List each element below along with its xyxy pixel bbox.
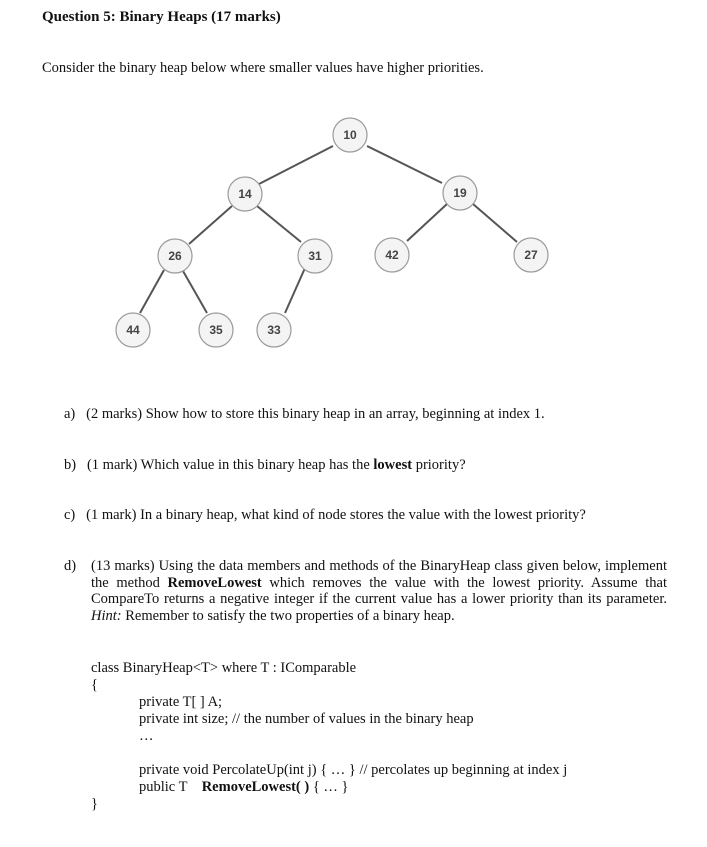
heap-node-42 <box>375 238 409 272</box>
heap-node-label: 10 <box>343 128 357 142</box>
heap-node-label: 31 <box>308 249 322 263</box>
heap-node-27 <box>514 238 548 272</box>
question-a-text: (2 marks) Show how to store this binary heap in an array, beginning at index 1. <box>86 406 545 422</box>
heap-node-label: 27 <box>524 248 538 262</box>
edge-19-42 <box>407 204 447 241</box>
binary-heap-diagram <box>0 0 707 400</box>
question-c-text: (1 mark) In a binary heap, what kind of node stores the value with the lowest priority? <box>86 507 586 523</box>
heap-node-26 <box>158 239 192 273</box>
edge-19-27 <box>473 204 517 242</box>
heap-node-label: 19 <box>453 186 467 200</box>
code-ellipsis: … <box>139 728 154 744</box>
edge-14-26 <box>189 206 232 244</box>
code-close-brace: } <box>91 796 98 812</box>
heap-node-label: 42 <box>385 248 399 262</box>
code-method-remove-lowest-pre: public T <box>139 779 202 795</box>
code-method-remove-lowest-post: { … } <box>309 779 349 795</box>
code-class-declaration: class BinaryHeap<T> where T : IComparable <box>91 660 357 676</box>
heap-nodes <box>116 118 548 347</box>
question-d-text-1: (13 marks) Using the data members and methods of the BinaryHeap class given below, implement the method <box>91 558 667 591</box>
question-b-text-post: priority? <box>412 457 466 473</box>
question-d-text <box>91 558 667 624</box>
heap-node-19 <box>443 176 477 210</box>
edge-31-33 <box>285 268 305 313</box>
code-method-remove-lowest-name: RemoveLowest( ) <box>201 779 310 795</box>
question-d-method-name: RemoveLowest <box>167 574 262 591</box>
edge-10-19 <box>367 146 442 183</box>
heap-node-14 <box>228 177 262 211</box>
code-method-percolate-up: private void PercolateUp(int j) { … } // percolates up beginning at index j <box>139 762 568 778</box>
code-field-array: private T[ ] A; <box>139 694 223 710</box>
heap-edges <box>140 146 517 313</box>
question-d-text-3: which removes the value with the lowest priority. Assume that CompareTo returns a negative integer if the current value has a lower priority than its parameter. <box>91 574 667 607</box>
question-d-label: d) <box>64 558 77 574</box>
edge-14-31 <box>257 206 301 242</box>
question-d-text-5: Remember to satisfy the two properties of a binary heap. <box>121 607 455 624</box>
question-b-text-pre: (1 mark) Which value in this binary heap has the <box>86 457 374 473</box>
question-b <box>64 457 466 474</box>
code-field-size: private int size; // the number of values in the binary heap <box>139 711 474 727</box>
code-method-remove-lowest <box>139 779 349 796</box>
question-b-text-bold: lowest <box>373 457 413 473</box>
question-c-label: c) <box>64 507 76 523</box>
heap-node-10 <box>333 118 367 152</box>
question-a <box>64 406 545 423</box>
code-open-brace: { <box>91 677 98 693</box>
question-a-label: a) <box>64 406 76 422</box>
edge-26-44 <box>140 270 164 313</box>
heap-node-label: 44 <box>126 323 140 337</box>
heap-node-label: 33 <box>267 323 281 337</box>
edge-26-35 <box>183 271 207 313</box>
intro-text: Consider the binary heap below where smaller values have higher priorities. <box>42 60 484 76</box>
question-b-label: b) <box>64 457 77 473</box>
heap-node-label: 14 <box>238 187 252 201</box>
question-title: Question 5: Binary Heaps (17 marks) <box>42 9 281 25</box>
heap-node-label: 35 <box>209 323 223 337</box>
question-c <box>64 507 586 524</box>
question-d-hint-label: Hint: <box>91 607 122 624</box>
heap-node-44 <box>116 313 150 347</box>
heap-node-35 <box>199 313 233 347</box>
heap-node-label: 26 <box>168 249 182 263</box>
edge-10-14 <box>259 146 333 184</box>
heap-node-33 <box>257 313 291 347</box>
heap-node-31 <box>298 239 332 273</box>
